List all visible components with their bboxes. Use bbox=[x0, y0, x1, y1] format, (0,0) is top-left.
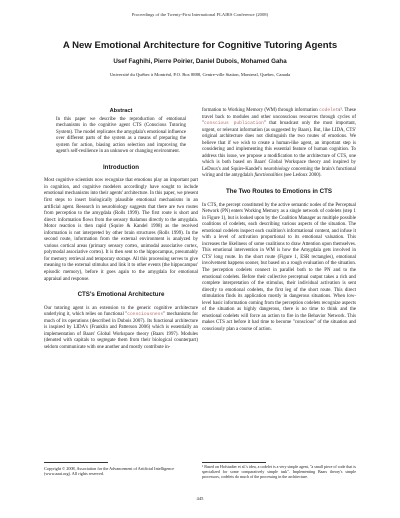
cts-heading: CTS's Emotional Architecture bbox=[77, 291, 165, 299]
right-intro-text: formation to Working Memory (WM) through information codelets¹. These travel back to modules and other unconscious resources through cycles of "conscious publication" that broadcast only the most important, urgent, or relevant information (as suggested by Baars). But, like LIDA, CTS' original architecture does not distinguish the two routes of emotions. We believe that if we wish to create a human-like agent, an important step is considering and implementing this essential feature of human cognition. To address this issue, we propose a modification to the architecture of CTS, one which is both based on Baars' Global Workspace theory and inspired by LeDoux's and Squire-Kandel's neurobiology concerning the brain's functional wiring and the amygdala's functionalities (see Ledoux 2000). bbox=[202, 108, 356, 179]
two-routes-text: In CTS, the percept constituted by the active semantic nodes of the Perceptual Network (PN) enters Working Memory as a single network of codelets (step 1 in Figure 1), but is looked upon by the Coalition Manager as multiple possible coalitions of codelets, each describing various aspects of the situation. The emotional codelets inspect each coalition's informational content, and infuse it with a level of activation proportional to its emotional valuation. This increases the likeliness of some coalitions to draw Attention upon themselves. This emotional intervention in WM is how the Amygdala gets involved in CTS' long route. In the short route (Figure 1, ESR rectangles), emotional involvement happens sooner, but based on a rough evaluation of the situation. The perception codelets connect in parallel both to the PN and to the emotional codelets. Before their collective perceptual output takes a rich and complete interpretation of the stimulus, their individual activation is sent directly to emotional codelets, the first leg of the short route. This direct stimulation finds its application mostly in dangerous situations. When low-level basic information coming from the perception codelets recognize aspects of the situation as highly dangerous, there is no time to think and the emotional codelets will force an action to fire in the Behavior Network. This makes CTS act before it had time to become "conscious" of the situation and consciously plan a course of action. bbox=[202, 202, 356, 332]
cts-text: Our tutoring agent is an extension to the generic cognitive architecture underlying it, which relies on functional "consciousness" mechanisms for much of its operations (described in Dubois 2007). Its functional architecture is inspired by LIDA's (Franklin and Patterson 2006) which is essentially an implementation of Baars' Global Workspace theory (Baars 1997). Modules (denoted with capitals to segregate them from their biological counterpart) seldom communicate with one another and mostly contribute in- bbox=[44, 305, 198, 350]
footnote: ¹ Based on Hofstadter et al.'s idea, a codelet is a very simple agent, "a small piece of code that is specialized for some comparatively simple task". Implementing Baars theory's simple processors, codelets do much of the processing in the architecture. bbox=[202, 464, 356, 479]
code-term: consciousness bbox=[127, 312, 164, 318]
code-term: codelet bbox=[319, 108, 339, 113]
proceedings-header: Proceedings of the Twenty-First International FLAIRS Conference (2008) bbox=[131, 12, 269, 17]
author-list: Usef Faghihi, Pierre Poirier, Daniel Dubois, Mohamed Gaha bbox=[113, 58, 287, 65]
two-routes-heading: The Two Routes to Emotions in CTS bbox=[225, 188, 333, 196]
paper-title: A New Emotional Architecture for Cognitive Tutoring Agents bbox=[62, 40, 338, 51]
intro-heading: Introduction bbox=[102, 163, 140, 171]
left-column bbox=[44, 108, 198, 352]
footnote-rule bbox=[202, 462, 266, 463]
intro-text: Most cognitive scientists now recognize that emotions play an important part in cognition, and cognitive modelers accordingly have sought to include emotional mechanisms into their agents' architecture. In this paper, we present first steps to insert biologically plausible emotional mechanisms in an artificial agent. Research in neurobiology suggests that there are two routes from perception to the amygdala (Rolls 1999). The first route is short and direct: information flows from the sensory thalamus directly to the amygdala. Motor reaction is then rapid (Squire & Kandel 1998) as the received information is not interpreted by other brain structures (Rolls 1999). In the second route, information from the external environment is analyzed by various cortical areas (primary sensory cortex, unimodal associative cortex, polymodal associative cortex). It is then sent to the hippocampus, presumably for memory retrieval and temporary storage. All this processing serves to give meaning to the external stimulus and link it to other events (the hippocampus' episodic memory), before it goes again to the amygdala for emotional appraisal and response. bbox=[44, 178, 198, 282]
copyright-notice: Copyright © 2008, Association for the Advancement of Artificial Intelligence (www.aaai.org). All rights reserved. bbox=[44, 466, 174, 477]
right-column bbox=[202, 108, 356, 334]
abstract-text: In this paper we describe the reproduction of emotional mechanisms in the cognitive agent CTS (Conscious Tutoring System). The model replicates the amygdala's emotional influence over different parts of the system as a means of preparing the system for action, biasing action selection and improving the agent's self-resilience in an unknown or changing environment. bbox=[56, 116, 186, 155]
abstract-heading: Abstract bbox=[109, 108, 133, 114]
code-term: conscious publication bbox=[204, 121, 264, 127]
affiliation: Université du Québec à Montréal, P.O. Box 8888, Centre-ville Station, Montreal, Quebec, Canada bbox=[109, 72, 291, 77]
copyright-rule bbox=[44, 462, 108, 463]
page-number: 445 bbox=[196, 496, 204, 501]
